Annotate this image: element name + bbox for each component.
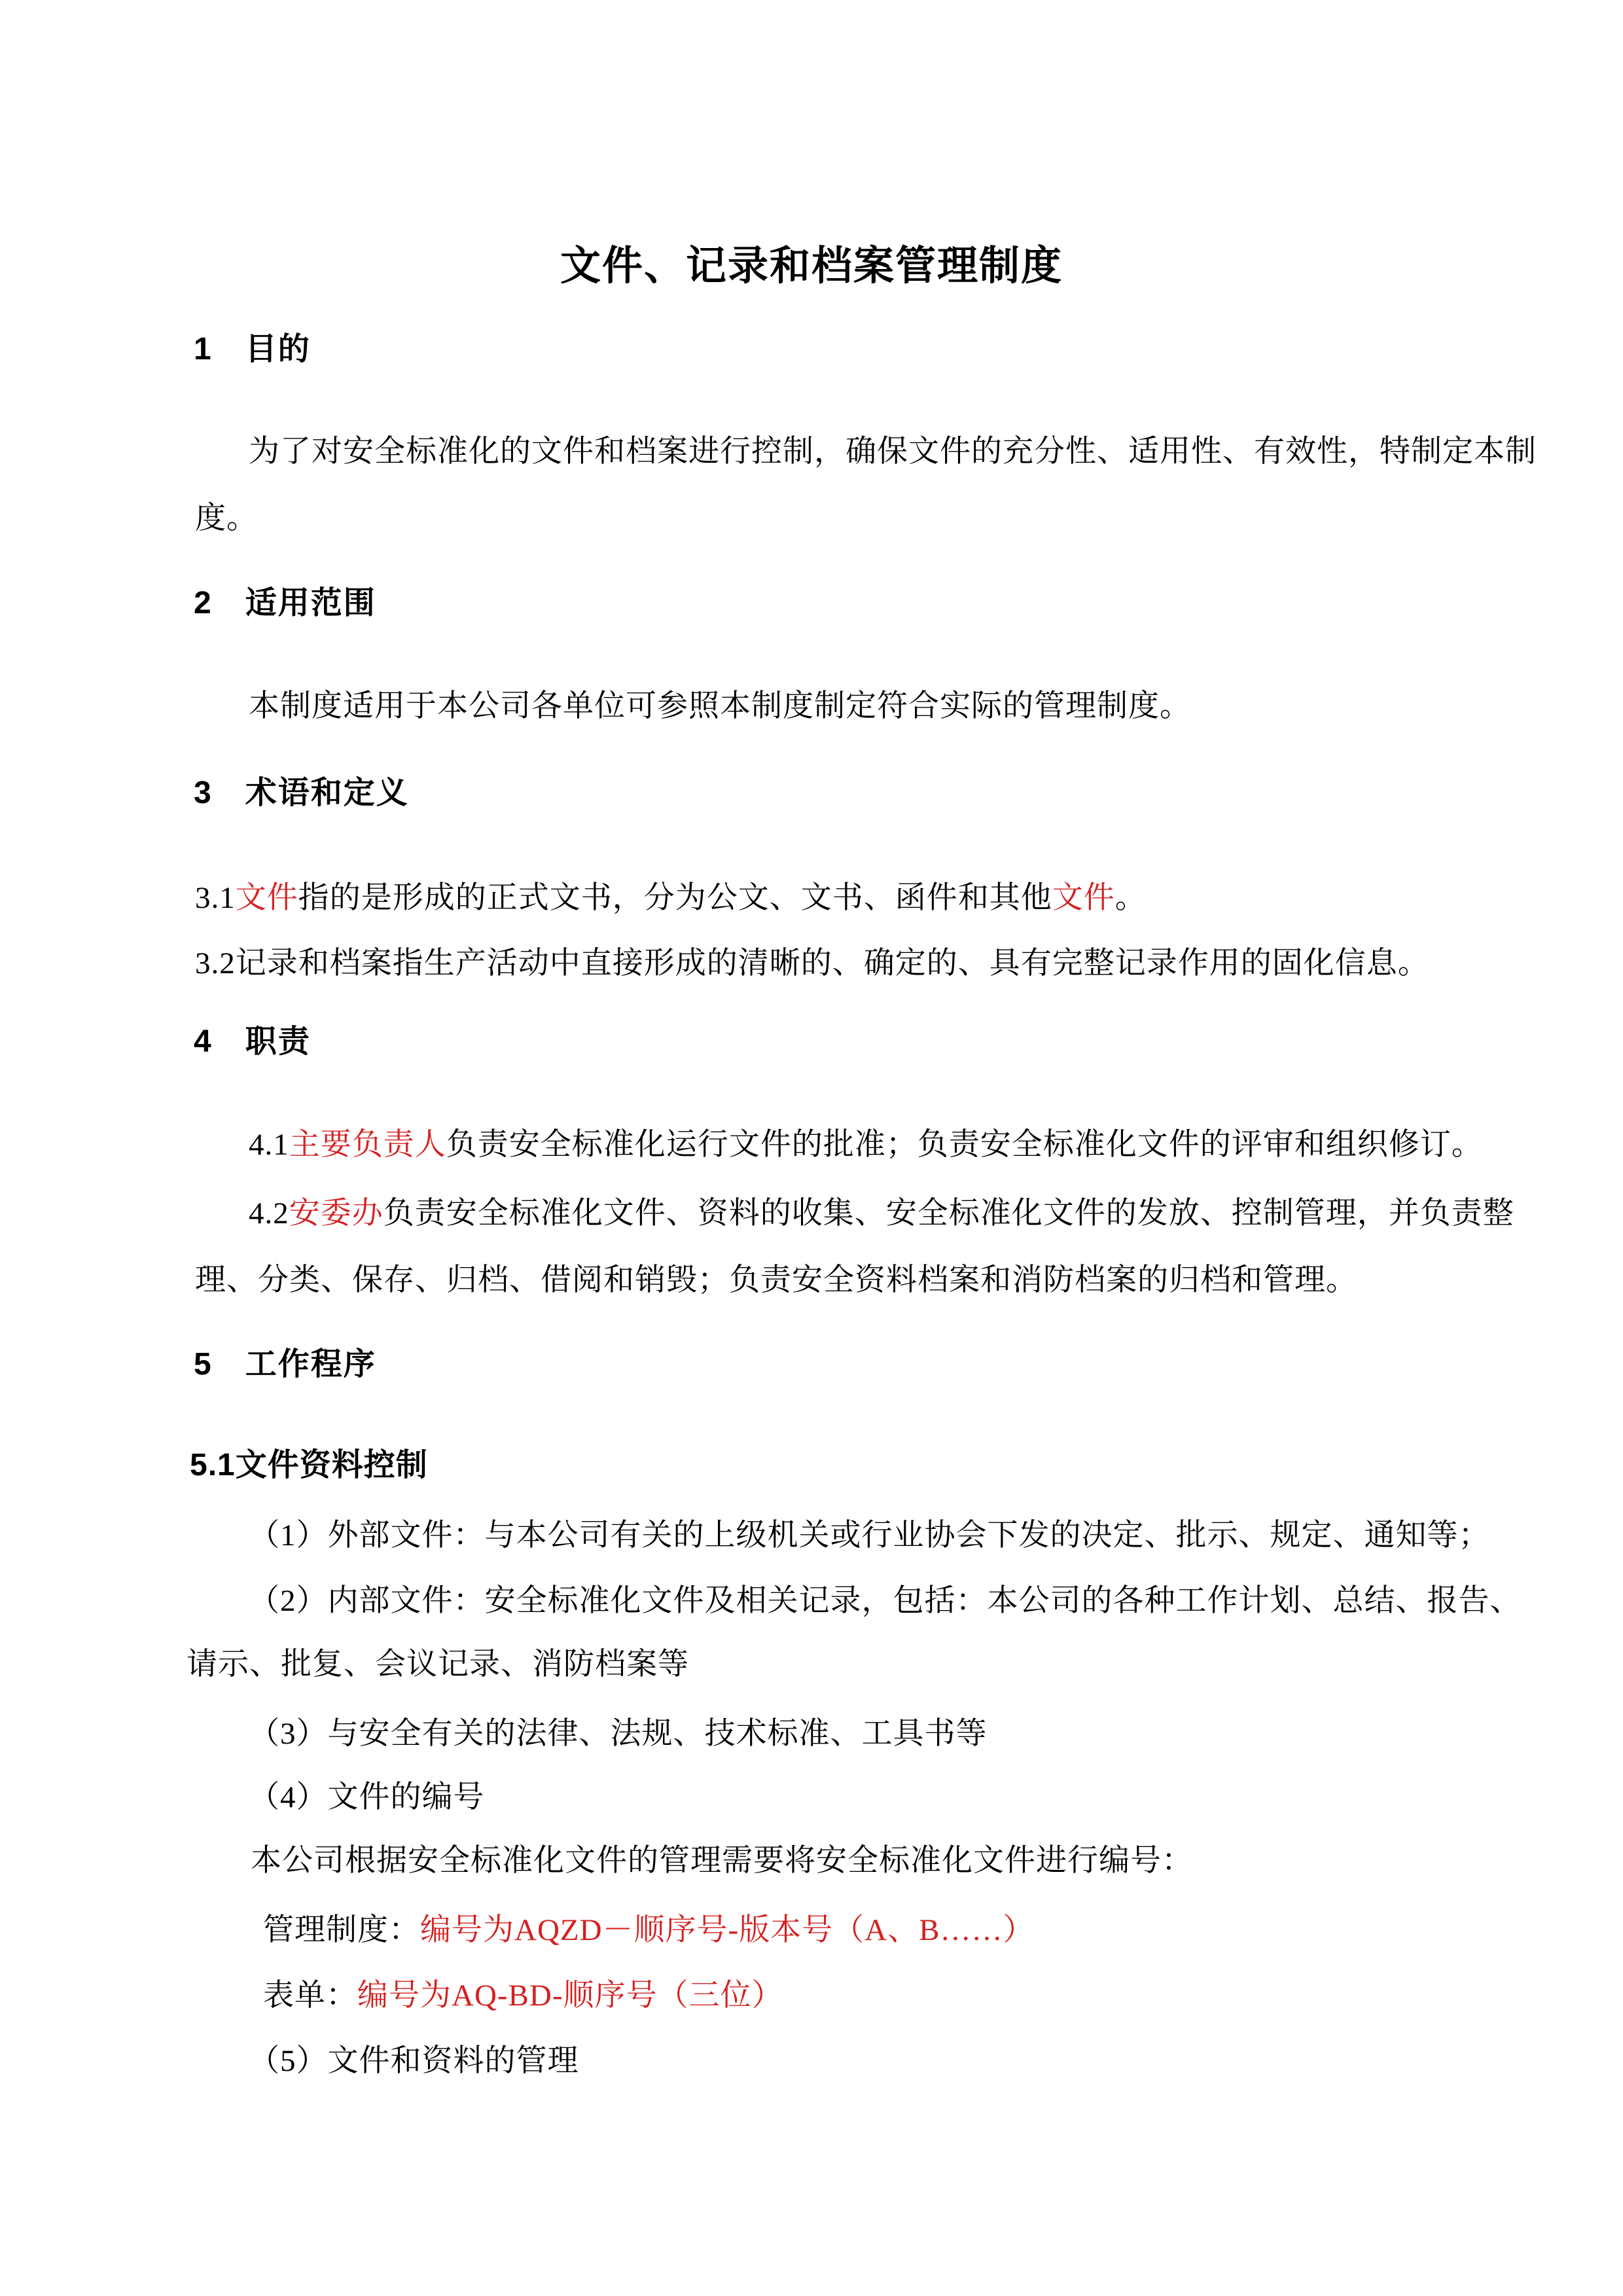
duty-4-1-text: 负责安全标准化运行文件的批准；负责安全标准化文件的评审和组织修订。	[446, 1128, 1483, 1162]
numbering-rule-management-code: 编号为AQZD－顺序号-版本号（A、B……）	[420, 1913, 1035, 1947]
definition-3-1-number: 3.1	[195, 881, 236, 915]
section-3-heading: 3 术语和定义	[194, 776, 409, 810]
duty-4-2-number: 4.2	[249, 1196, 289, 1230]
document-title: 文件、记录和档案管理制度	[560, 243, 1063, 289]
definition-3-1-term: 文件	[235, 881, 298, 915]
list-item-4-file-numbering: （4）文件的编号	[249, 1780, 485, 1814]
section-1-heading: 1 目的	[194, 332, 311, 367]
section-1-paragraph-line-2: 度。	[195, 501, 258, 535]
definition-3-1-text: 指的是形成的正式文书，分为公文、文书、函件和其他	[298, 881, 1052, 915]
section-2-heading: 2 适用范围	[194, 586, 376, 620]
duty-4-1-role: 主要负责人	[289, 1128, 446, 1162]
section-2-paragraph: 本制度适用于本公司各单位可参照本制度制定符合实际的管理制度。	[249, 689, 1191, 723]
definition-3-2: 3.2记录和档案指生产活动中直接形成的清晰的、确定的、具有完整记录作用的固化信息。	[195, 946, 1429, 980]
duty-4-2-line-2: 理、分类、保存、归档、借阅和销毁；负责安全资料档案和消防档案的归档和管理。	[195, 1263, 1357, 1297]
numbering-rule-form-code: 编号为AQ-BD-顺序号（三位）	[357, 1979, 783, 2013]
numbering-rule-form-label: 表单：	[263, 1979, 357, 2013]
definition-3-1	[195, 880, 1147, 916]
list-item-1-external-files: （1）外部文件：与本公司有关的上级机关或行业协会下发的决定、批示、规定、通知等；	[249, 1518, 1490, 1552]
section-1-paragraph-line-1: 为了对安全标准化的文件和档案进行控制，确保文件的充分性、适用性、有效性，特制定本制	[249, 435, 1537, 469]
numbering-rule-management-label: 管理制度：	[263, 1913, 420, 1947]
duty-4-2-line-1	[249, 1195, 1514, 1232]
duty-4-2-role: 安委办	[289, 1196, 383, 1230]
numbering-intro: 本公司根据安全标准化文件的管理需要将安全标准化文件进行编号：	[251, 1844, 1193, 1878]
duty-4-1	[249, 1126, 1483, 1163]
section-5-heading: 5 工作程序	[194, 1347, 376, 1382]
numbering-rule-form	[263, 1977, 783, 2014]
list-item-5-file-management: （5）文件和资料的管理	[249, 2044, 579, 2078]
duty-4-1-number: 4.1	[249, 1128, 289, 1162]
list-item-2-internal-files-line-2: 请示、批复、会议记录、消防档案等	[187, 1647, 689, 1681]
list-item-3-laws-standards: （3）与安全有关的法律、法规、技术标准、工具书等	[249, 1717, 988, 1751]
subsection-5-1-heading: 5.1文件资料控制	[190, 1448, 428, 1482]
list-item-2-internal-files-line-1: （2）内部文件：安全标准化文件及相关记录，包括：本公司的各种工作计划、总结、报告、	[249, 1584, 1522, 1618]
definition-3-1-period: 。	[1115, 881, 1147, 915]
duty-4-2-text-1: 负责安全标准化文件、资料的收集、安全标准化文件的发放、控制管理，并负责整	[383, 1196, 1514, 1230]
definition-3-1-term-2: 文件	[1052, 881, 1115, 915]
numbering-rule-management-system	[263, 1912, 1034, 1948]
section-4-heading: 4 职责	[194, 1024, 311, 1059]
